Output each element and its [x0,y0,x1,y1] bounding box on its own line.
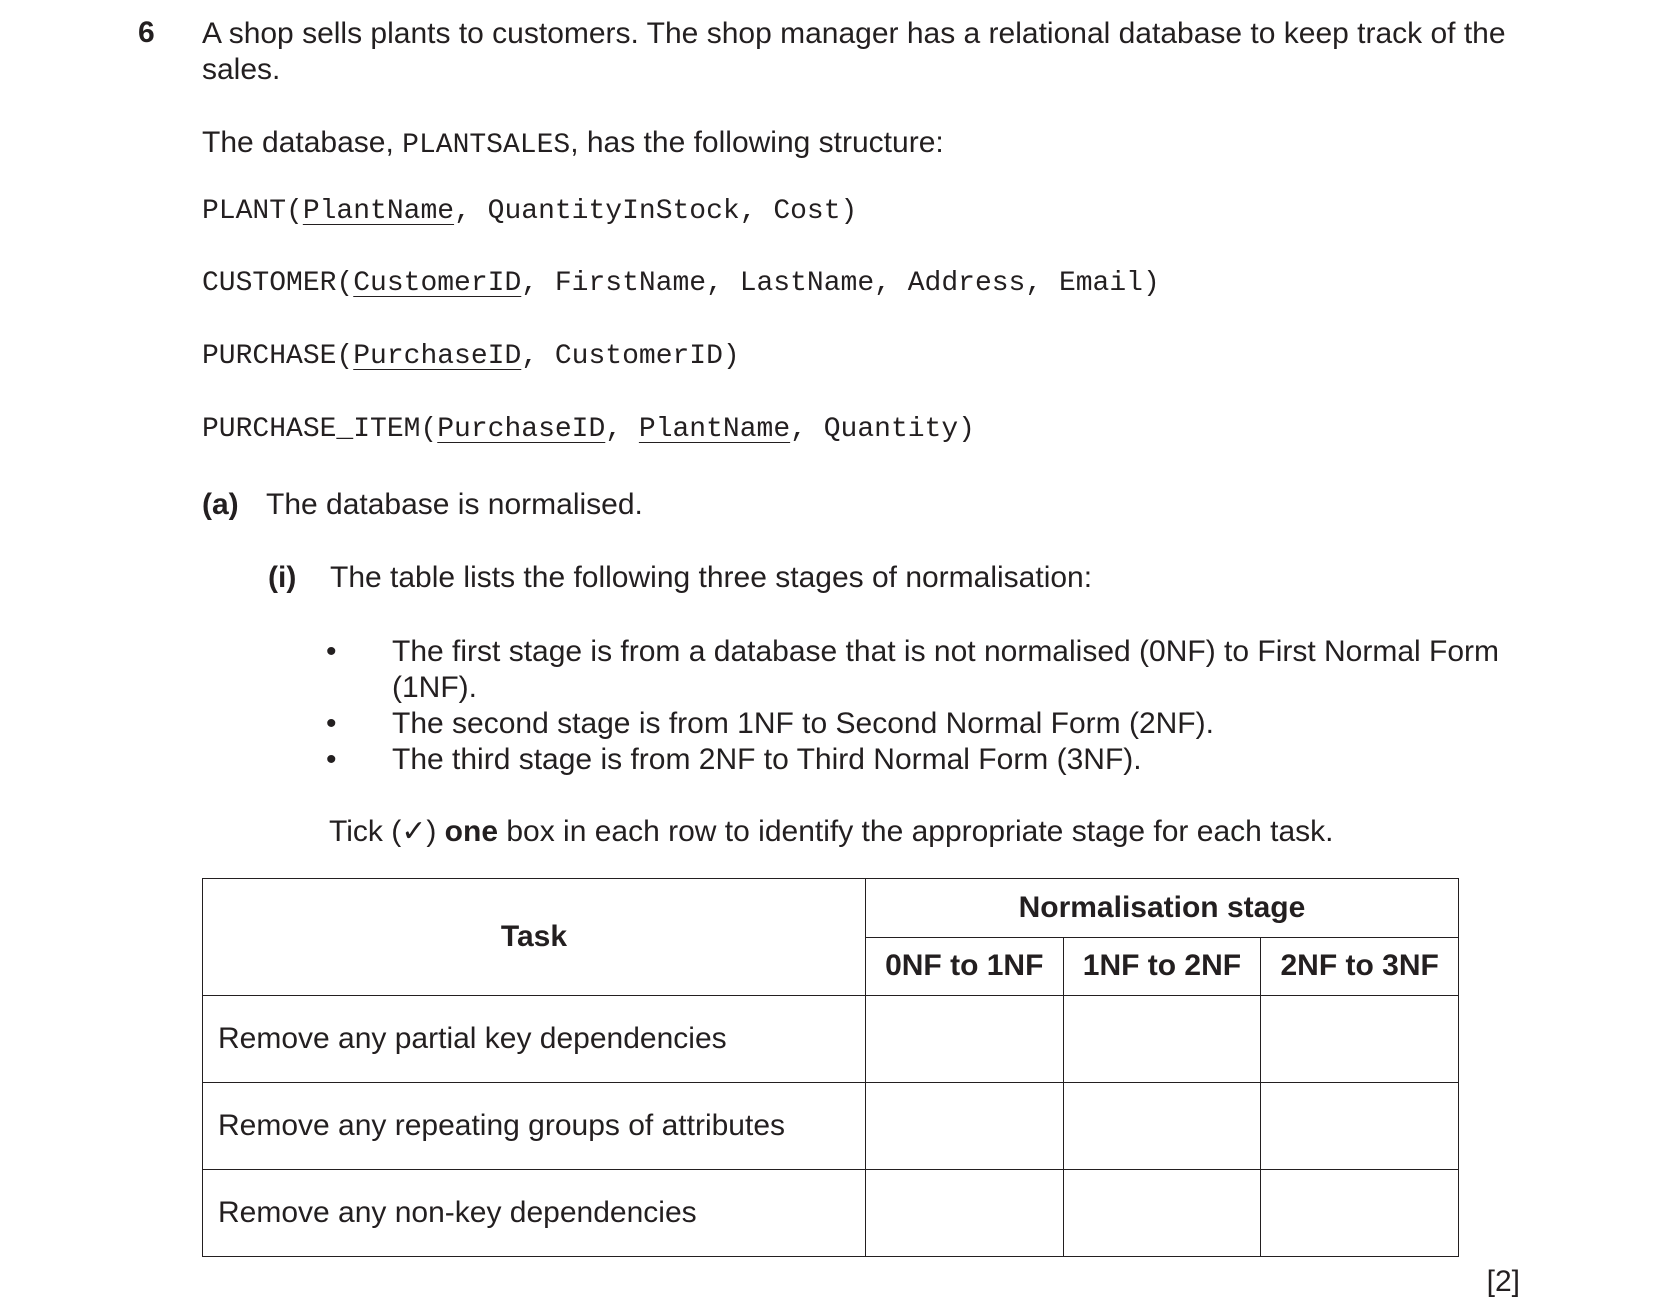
primary-key: PurchaseID [353,341,522,372]
schema-purchase-item: PURCHASE_ITEM(PurchaseID, PlantName, Quantity) [202,414,975,445]
tick-box[interactable] [1261,1083,1459,1170]
task-cell: Remove any repeating groups of attributes [203,1083,866,1170]
stage-list [326,634,1556,778]
schema-customer: CUSTOMER(CustomerID, FirstName, LastName, Address, Email) [202,268,1160,299]
marks-label: [2] [1486,1265,1520,1298]
schema-plant: PLANT(PlantName, QuantityInStock, Cost) [202,196,858,227]
part-a-text: The database is normalised. [266,488,643,521]
tick-box[interactable] [1261,996,1459,1083]
tick-box[interactable] [1261,1170,1459,1257]
stage-header: Normalisation stage [865,879,1458,938]
tick-box[interactable] [1063,1170,1261,1257]
primary-key: PlantName [302,196,455,227]
instruction: Tick (✓) one box in each row to identify the appropriate stage for each task. [329,815,1334,848]
schema-purchase: PURCHASE(PurchaseID, CustomerID) [202,341,740,372]
bullet-icon: • [326,707,337,740]
task-header: Task [203,879,866,996]
part-i-label: (i) [268,561,297,594]
tick-box[interactable] [865,1170,1063,1257]
question-number: 6 [138,16,155,49]
list-item: • The third stage is from 2NF to Third Normal Form (3NF). [326,743,1142,776]
part-i [268,561,1092,595]
tick-box[interactable] [865,1083,1063,1170]
tick-box[interactable] [1063,1083,1261,1170]
stage-column-header: 0NF to 1NF [865,937,1063,996]
normalisation-table [202,878,1459,1257]
tick-box[interactable] [1063,996,1261,1083]
part-a-label: (a) [202,488,239,521]
question-intro: A shop sells plants to customers. The shop manager has a relational database to keep track of the sales. [202,17,1506,86]
bullet-icon: • [326,635,337,668]
bullet-icon: • [326,743,337,776]
primary-key: CustomerID [353,268,522,299]
database-name: PLANTSALES [402,130,571,161]
list-item: • The first stage is from a database that is not normalised (0NF) to First Normal Form (1NF). [326,635,1500,704]
list-item: • The second stage is from 1NF to Second Normal Form (2NF). [326,707,1214,740]
table-row [203,1083,1459,1170]
table-row [203,996,1459,1083]
primary-key: PurchaseID [437,414,606,445]
primary-key: PlantName [638,414,791,445]
tick-box[interactable] [865,996,1063,1083]
table-row [203,1170,1459,1257]
part-a [202,488,643,522]
task-cell: Remove any non-key dependencies [203,1170,866,1257]
database-intro: The database, PLANTSALES, has the following structure: [202,126,944,161]
part-i-text: The table lists the following three stages of normalisation: [330,561,1093,594]
stage-column-header: 1NF to 2NF [1063,937,1261,996]
task-cell: Remove any partial key dependencies [203,996,866,1083]
stage-column-header: 2NF to 3NF [1261,937,1459,996]
